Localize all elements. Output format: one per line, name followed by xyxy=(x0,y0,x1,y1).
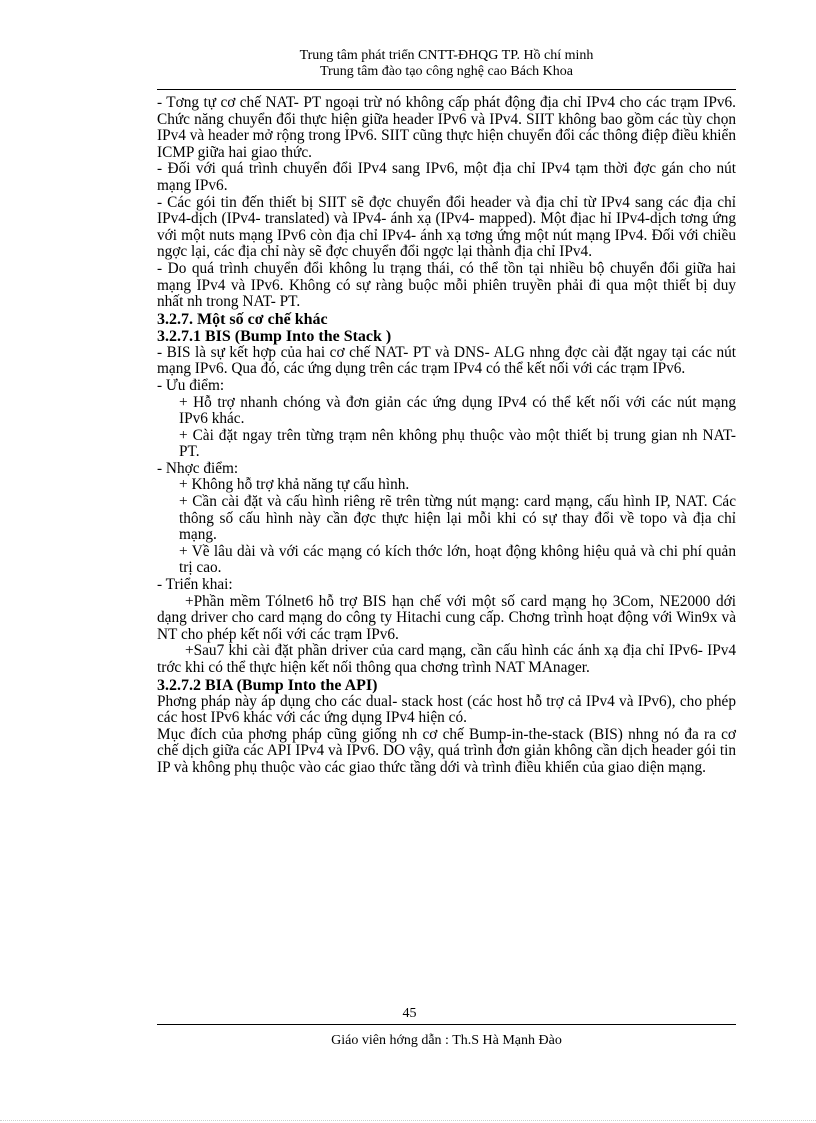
paragraph: - Đối với quá trình chuyển đổi IPv4 sang IPv6, một địa chỉ IPv4 tạm thời đợc gán cho nút mạng IPv6. xyxy=(157,160,736,194)
paragraph: - Các gói tin đến thiết bị SIIT sẽ đợc chuyển đổi header và địa chỉ từ IPv4 sang các địa chỉ IPv4-dịch (IPv4- translated) và IPv4- ánh xạ (IPv4- mapped). Một địac hỉ IPv4-dịch tơng ứng với một nuts mạng IPv6 còn địa chỉ IPv4- ánh xạ tơng ứng một nút mạng IPv4. Đối với chiều ngợc lại, các địa chỉ này sẽ đợc chuyển đổi ngợc lại thành địa chỉ IPv4. xyxy=(157,193,736,261)
header-rule xyxy=(157,89,736,90)
subsection-heading: 3.2.7.1 BIS (Bump Into the Stack ) xyxy=(157,327,392,345)
page-edge-divider xyxy=(0,1120,816,1121)
list-item: + Hỗ trợ nhanh chóng và đơn giản các ứng dụng IPv4 có thể kết nối với các nút mạng IPv6 khác. xyxy=(179,393,736,428)
list-item: + Cài đặt ngay trên từng trạm nên không phụ thuộc vào một thiết bị trung gian nh NAT- PT. xyxy=(179,426,736,461)
subsection-heading: 3.2.7.2 BIA (Bump Into the API) xyxy=(157,676,378,694)
header-line-2: Trung tâm đào tạo công nghệ cao Bách Khoa xyxy=(320,64,573,79)
paragraph: Phơng pháp này áp dụng cho các dual- stack host (các host hỗ trợ cả IPv4 và IPv6), cho phép các host IPv6 khác với các ứng dụng IPv4 hiện có. xyxy=(157,692,736,727)
list-item: + Không hỗ trợ khả năng tự cấu hình. xyxy=(179,476,410,494)
footer-rule xyxy=(157,1024,736,1025)
section-heading: 3.2.7. Một số cơ chế khác xyxy=(157,310,328,328)
paragraph: +Phần mềm Tólnet6 hỗ trợ BIS hạn chế với một số card mạng họ 3Com, NE2000 dới dạng driver cho card mạng do công ty Hitachi cung cấp. Chơng trình hoạt động với Win9x và NT cho phép kết nối với các trạm IPv6. xyxy=(157,592,736,643)
paragraph: - BIS là sự kết hợp của hai cơ chế NAT- PT và DNS- ALG nhng đợc cài đặt ngay tại các nút mạng IPv6. Qua đó, các ứng dụng trên các trạm IPv4 có thể kết nối với các trạm IPv6. xyxy=(157,343,736,378)
page-number: 45 xyxy=(402,1006,417,1021)
paragraph: Mục đích của phơng pháp cũng giống nh cơ chế Bump-in-the-stack (BIS) nhng nó đa ra cơ chế dịch giữa các API IPv4 và IPv6. DO vậy, quá trình đơn giản không cần dịch header gói tin IP và không phụ thuộc vào các giao thức tầng dới và trình điều khiển của giao diện mạng. xyxy=(157,725,736,776)
document-body xyxy=(157,95,736,777)
paragraph: - Tơng tự cơ chế NAT- PT ngoại trừ nó không cấp phát động địa chỉ IPv4 cho các trạm IPv6. Chức năng chuyển đổi thực hiện giữa header IPv6 và IPv4. SIIT không bao gồm các tùy chọn IPv4 và header mở rộng trong IPv6. SIIT cũng thực hiện chuyển đổi các thông điệp điều khiển ICMP giữa hai giao thức. xyxy=(157,94,736,161)
paragraph: - Do quá trình chuyển đổi không lu trạng thái, có thể tồn tại nhiều bộ chuyển đổi giữa hai mạng IPv4 và IPv6. Không có sự ràng buộc mỗi phiên truyền phải đi qua một thiết bị duy nhất nh trong NAT- PT. xyxy=(157,259,736,311)
list-label: - Ưu điểm: xyxy=(157,376,225,394)
header-line-1: Trung tâm phát triển CNTT-ĐHQG TP. Hồ chí minh xyxy=(299,48,594,63)
list-label: - Triển khai: xyxy=(157,576,233,594)
list-label: - Nhợc điểm: xyxy=(157,459,239,477)
page-header xyxy=(157,48,736,80)
list-item: + Cần cài đặt và cấu hình riêng rẽ trên từng nút mạng: card mạng, cấu hình IP, NAT. Các thông số cấu hình này cần đợc thực hiện lại mỗi khi có sự thay đổi về topo và địa chỉ mạng. xyxy=(179,493,736,544)
paragraph: +Sau7 khi cài đặt phần driver của card mạng, cần cấu hình các ánh xạ địa chỉ IPv6- IPv4 trớc khi có thể thực hiện kết nối thông qua chơng trình NAT MAnager. xyxy=(157,642,736,676)
list-item: + Về lâu dài và với các mạng có kích thớc lớn, hoạt động không hiệu quả và chi phí quản trị cao. xyxy=(179,542,736,577)
footer: Giáo viên hớng dẫn : Th.S Hà Mạnh Đào xyxy=(331,1033,562,1048)
